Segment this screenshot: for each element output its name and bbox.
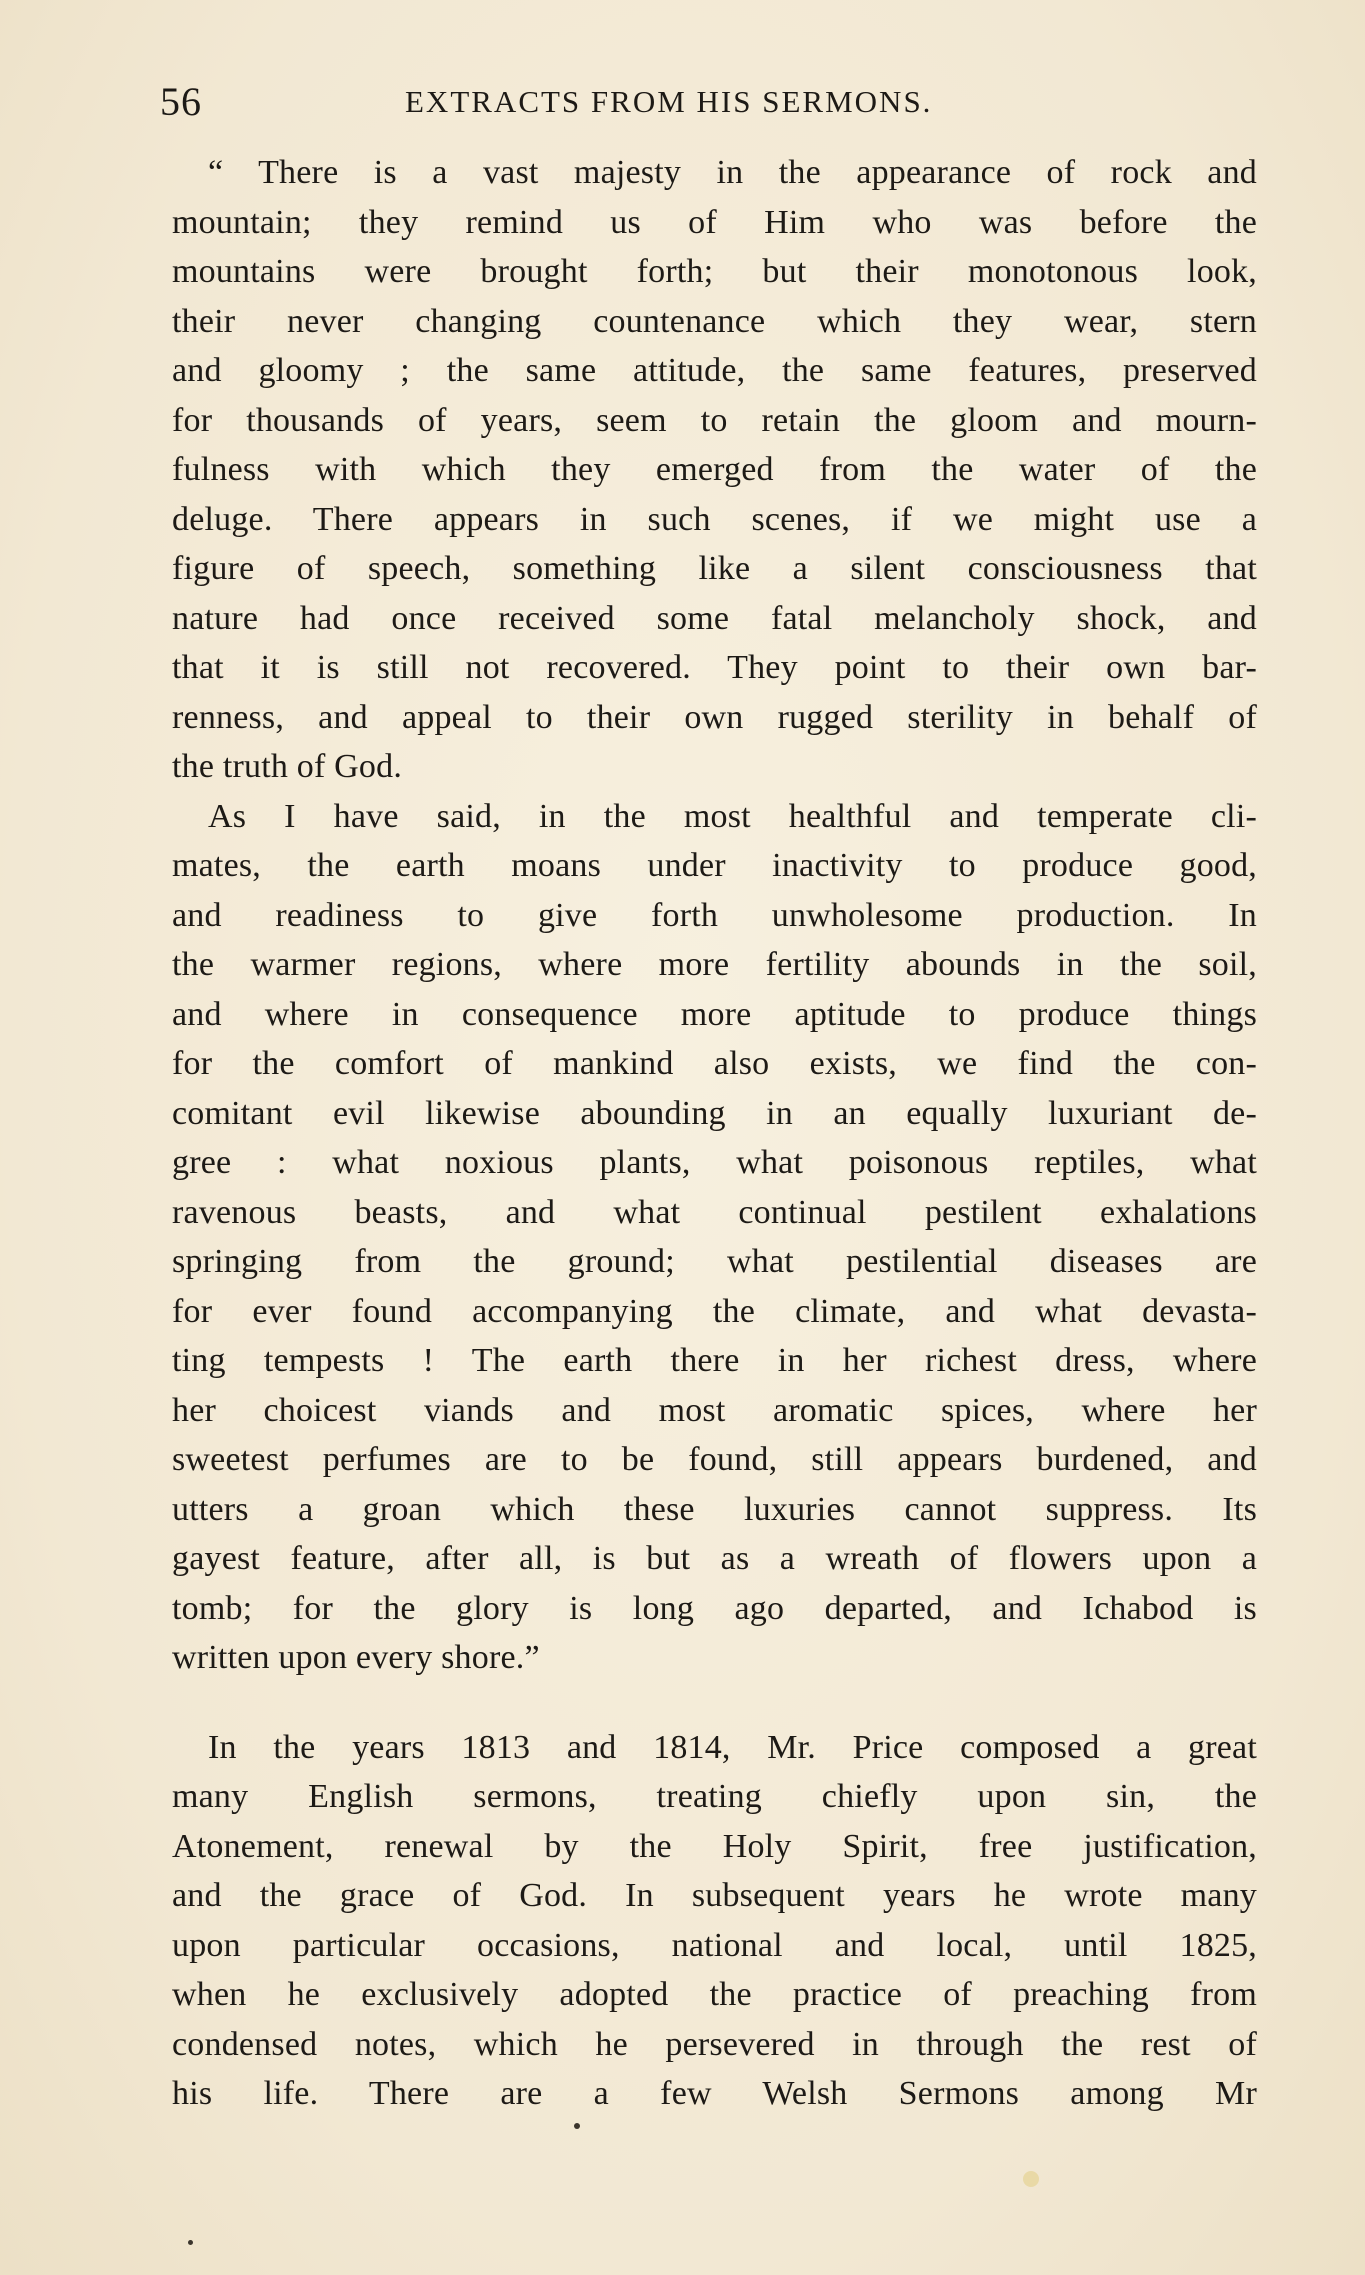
text-line: In the years 1813 and 1814, Mr. Price composed a great bbox=[208, 1728, 1257, 1766]
text-line: written upon every shore.” bbox=[172, 1639, 540, 1676]
text-line: the truth of God. bbox=[172, 748, 403, 785]
text-line: As I have said, in the most healthful and temperate cli- bbox=[208, 797, 1257, 835]
text-line: upon particular occasions, national and local, until 1825, bbox=[172, 1926, 1257, 1964]
body-text bbox=[172, 148, 1257, 2119]
text-line: and the grace of God. In subsequent years he wrote many bbox=[172, 1877, 1257, 1914]
text-line: many English sermons, treating chiefly upon sin, the bbox=[172, 1778, 1257, 1815]
text-line: that it is still not recovered. They point to their own bar- bbox=[172, 649, 1257, 686]
paragraph-sermons bbox=[172, 1723, 1257, 2119]
text-line: gree : what noxious plants, what poisonous reptiles, what bbox=[172, 1144, 1257, 1181]
text-line: and readiness to give forth unwholesome production. In bbox=[172, 896, 1257, 934]
text-line: mates, the earth moans under inactivity to produce good, bbox=[172, 847, 1257, 884]
text-line: springing from the ground; what pestilential diseases are bbox=[172, 1243, 1257, 1280]
paragraph-climates bbox=[172, 792, 1257, 1683]
paper-stain bbox=[1023, 2171, 1039, 2187]
paragraph-gap bbox=[172, 1683, 1257, 1723]
text-line: for thousands of years, seem to retain the gloom and mourn- bbox=[172, 401, 1257, 439]
ink-speck bbox=[188, 2240, 193, 2245]
text-line: their never changing countenance which they wear, stern bbox=[172, 302, 1257, 340]
text-line: mountain; they remind us of Him who was before the bbox=[172, 203, 1257, 241]
text-line: sweetest perfumes are to be found, still appears burdened, and bbox=[172, 1441, 1257, 1478]
text-line: renness, and appeal to their own rugged sterility in behalf of bbox=[172, 698, 1257, 736]
text-line: tomb; for the glory is long ago departed, and Ichabod is bbox=[172, 1589, 1257, 1627]
text-line: fulness with which they emerged from the water of the bbox=[172, 451, 1257, 488]
text-line: nature had once received some fatal melancholy shock, and bbox=[172, 599, 1257, 637]
text-line: deluge. There appears in such scenes, if we might use a bbox=[172, 500, 1257, 538]
paragraph-quote bbox=[172, 148, 1257, 792]
ink-speck bbox=[574, 2123, 580, 2129]
text-line: his life. There are a few Welsh Sermons among Mr bbox=[172, 2075, 1257, 2112]
text-line: comitant evil likewise abounding in an equally luxuriant de- bbox=[172, 1094, 1257, 1132]
running-head: EXTRACTS FROM HIS SERMONS. bbox=[405, 84, 933, 119]
text-line: “ There is a vast majesty in the appearance of rock and bbox=[208, 154, 1257, 191]
text-line: her choicest viands and most aromatic spices, where her bbox=[172, 1391, 1257, 1429]
text-line: ting tempests ! The earth there in her richest dress, where bbox=[172, 1342, 1257, 1379]
text-line: condensed notes, which he persevered in through the rest of bbox=[172, 2025, 1257, 2063]
text-line: for ever found accompanying the climate, and what devasta- bbox=[172, 1292, 1257, 1330]
text-line: the warmer regions, where more fertility abounds in the soil, bbox=[172, 946, 1257, 983]
text-line: and gloomy ; the same attitude, the same features, preserved bbox=[172, 352, 1257, 389]
text-line: for the comfort of mankind also exists, we find the con- bbox=[172, 1045, 1257, 1082]
text-line: gayest feature, after all, is but as a wreath of flowers upon a bbox=[172, 1540, 1257, 1577]
page-header bbox=[160, 78, 1260, 138]
text-line: Atonement, renewal by the Holy Spirit, free justification, bbox=[172, 1827, 1257, 1865]
text-line: mountains were brought forth; but their monotonous look, bbox=[172, 253, 1257, 290]
page-number: 56 bbox=[160, 79, 202, 124]
text-line: ravenous beasts, and what continual pestilent exhalations bbox=[172, 1193, 1257, 1231]
text-line: utters a groan which these luxuries cannot suppress. Its bbox=[172, 1490, 1257, 1528]
text-line: figure of speech, something like a silent consciousness that bbox=[172, 550, 1257, 587]
text-line: when he exclusively adopted the practice of preaching from bbox=[172, 1976, 1257, 2013]
text-line: and where in consequence more aptitude to produce things bbox=[172, 995, 1257, 1033]
